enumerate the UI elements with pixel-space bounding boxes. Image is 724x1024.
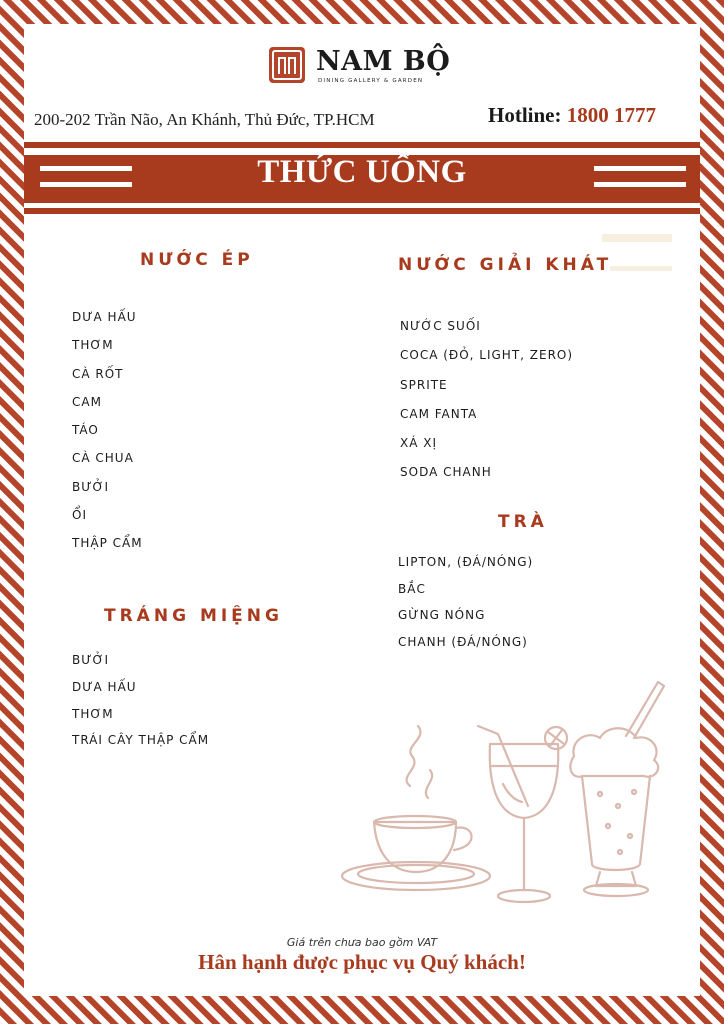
page-title: THỨC UỐNG bbox=[257, 154, 467, 190]
list-nuoc-ep bbox=[72, 310, 143, 565]
cocktail-glass-icon bbox=[478, 726, 567, 902]
hotline-label: Hotline: bbox=[488, 103, 562, 127]
list-tra bbox=[398, 555, 533, 661]
hotline-number[interactable]: 1800 1777 bbox=[566, 103, 656, 127]
section-title-tra: TRÀ bbox=[498, 512, 548, 532]
list-item: TÁO bbox=[72, 423, 99, 438]
drinks-illustration bbox=[338, 676, 700, 908]
logo-mark-icon bbox=[268, 46, 306, 84]
list-trang-mieng bbox=[72, 653, 209, 760]
list-nuoc-giai-khat bbox=[400, 319, 573, 495]
brand-name: NAM BỘ bbox=[316, 46, 451, 77]
section-title-nuoc-ep: NƯỚC ÉP bbox=[140, 250, 254, 270]
list-item: CÀ RỐT bbox=[72, 366, 124, 381]
list-item: CAM bbox=[72, 394, 102, 409]
list-item: CÀ CHUA bbox=[72, 451, 134, 466]
coffee-cup-icon bbox=[342, 726, 490, 890]
section-title-nuoc-giai-khat: NƯỚC GIẢI KHÁT bbox=[398, 255, 613, 275]
milkshake-glass-icon bbox=[570, 682, 664, 896]
section-title-trang-mieng: TRÁNG MIỆNG bbox=[104, 606, 283, 626]
list-item: DƯA HẤU bbox=[72, 310, 137, 324]
list-item: THƠM bbox=[72, 706, 114, 721]
list-item: BƯỞI bbox=[72, 479, 110, 494]
list-item: LIPTON, (ĐÁ/NÓNG) bbox=[398, 555, 534, 569]
list-item: CHANH (ĐÁ/NÓNG) bbox=[398, 634, 528, 649]
decorative-bar bbox=[602, 234, 672, 242]
list-item: GỪNG NÓNG bbox=[398, 608, 486, 622]
list-item: BẮC bbox=[398, 581, 426, 596]
vat-note: Giá trên chưa bao gồm VAT bbox=[286, 936, 438, 949]
thanks-message: Hân hạnh được phục vụ Quý khách! bbox=[198, 950, 526, 974]
list-item: CAM FANTA bbox=[400, 406, 478, 421]
brand-logo bbox=[268, 46, 452, 90]
list-item: XÁ XỊ bbox=[400, 436, 438, 451]
decorative-bar bbox=[610, 266, 672, 271]
list-item: DƯA HẤU bbox=[72, 679, 137, 694]
brand-tagline: DINING GALLERY & GARDEN bbox=[318, 78, 424, 84]
list-item: THƠM bbox=[72, 338, 114, 353]
list-item: TRÁI CÂY THẬP CẨM bbox=[72, 733, 210, 748]
list-item: NƯỚC SUỐI bbox=[400, 319, 481, 333]
hotline bbox=[488, 103, 656, 128]
address: 200-202 Trần Não, An Khánh, Thủ Đức, TP.HCM bbox=[34, 110, 375, 129]
list-item: SODA CHANH bbox=[400, 465, 492, 480]
list-item: ỔI bbox=[72, 508, 87, 523]
list-item: BƯỞI bbox=[72, 653, 110, 667]
list-item: SPRITE bbox=[400, 377, 448, 392]
list-item: COCA (ĐỎ, LIGHT, ZERO) bbox=[400, 348, 574, 363]
list-item: THẬP CẨM bbox=[72, 536, 143, 551]
